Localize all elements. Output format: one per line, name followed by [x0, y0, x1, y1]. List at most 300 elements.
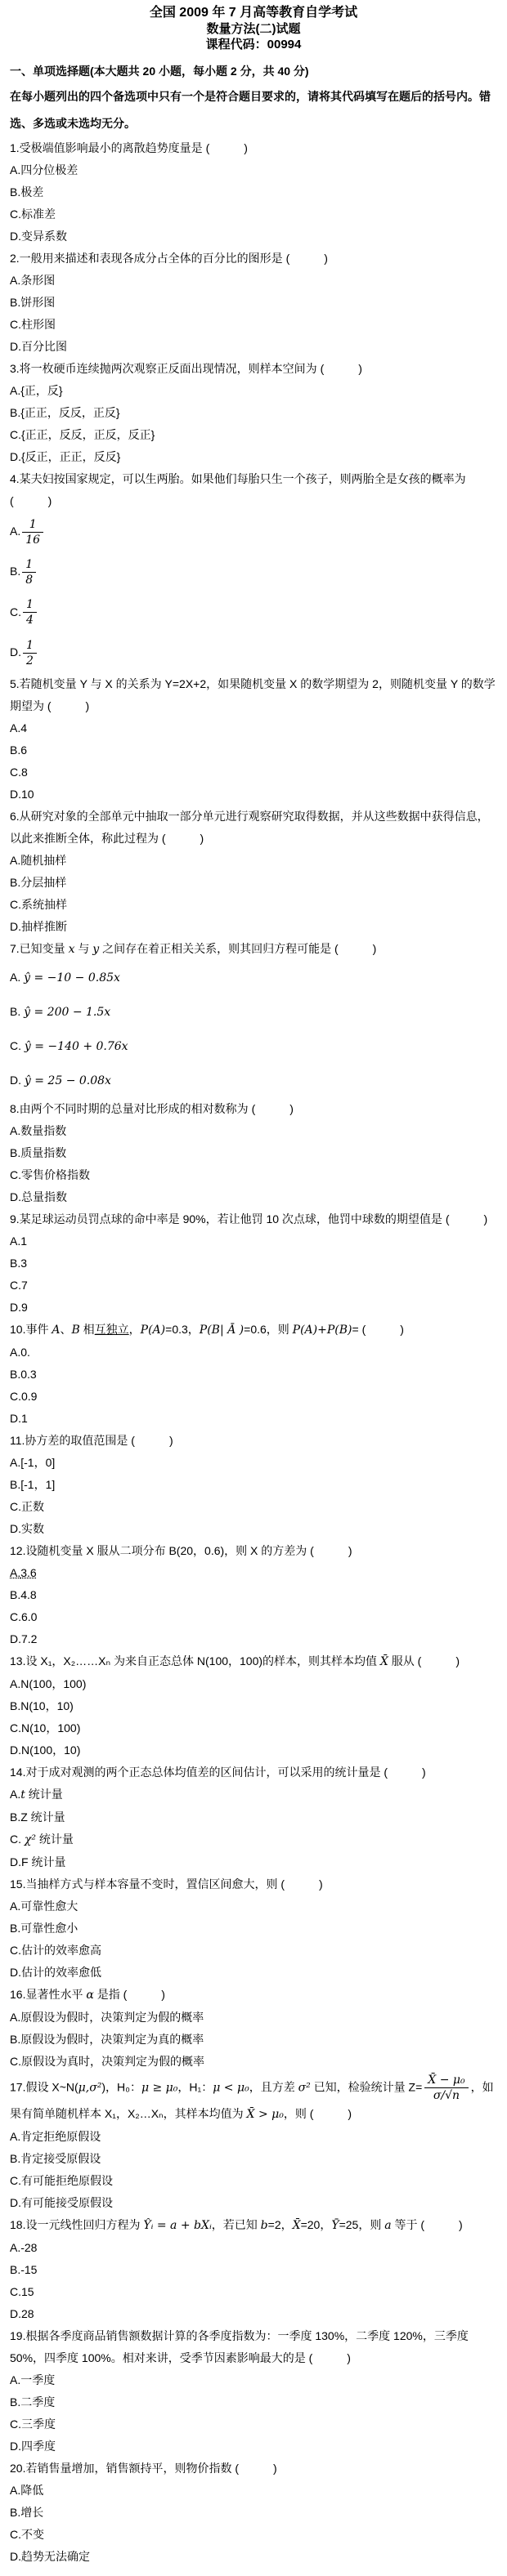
- option-label: A.: [10, 721, 21, 734]
- option-text: N(100，100): [20, 1676, 87, 1690]
- option-content: [10, 1234, 27, 1248]
- option: [10, 1452, 497, 1474]
- option-text: {正正，反反，正反，反正}: [21, 428, 155, 441]
- text-run: 是指 ( ): [93, 1987, 165, 2001]
- text-run: μ,σ²: [78, 2081, 102, 2095]
- option: [10, 1606, 497, 1628]
- option-label: D.: [10, 340, 21, 353]
- option-text: 可靠性愈小: [20, 1921, 79, 1935]
- option-text: 正数: [21, 1499, 44, 1513]
- option: [10, 203, 497, 225]
- text-run: b: [260, 2218, 268, 2232]
- question-5: [10, 673, 497, 806]
- fraction: $\frac{1}{16}$: [22, 518, 43, 547]
- option-text: 原假设为真时，决策判定为假的概率: [21, 2054, 204, 2068]
- option: [10, 2192, 497, 2214]
- option-label: B.: [10, 406, 21, 419]
- option: [10, 1364, 497, 1386]
- option-label: A.: [10, 1565, 21, 1579]
- question-text: [10, 1098, 497, 1120]
- option-content: [10, 2011, 204, 2024]
- text-run: ，如果有简单随机样本 X₁，X₂…Xₙ，其样本均值为: [10, 2080, 494, 2120]
- option: [10, 336, 497, 358]
- text-run: 、: [60, 1322, 72, 1336]
- text-run: t: [20, 1788, 25, 1801]
- option-label: D.: [10, 1521, 21, 1535]
- text-run: 统计量: [25, 1787, 63, 1801]
- option-label: D.: [10, 230, 21, 243]
- option-text: 10: [21, 787, 34, 801]
- text-run: 13.设 X₁，X₂……Xₙ 为来自正态总体 N(100，100)的样本，则其样本均值: [10, 1654, 380, 1667]
- option-text: 三季度: [21, 2417, 56, 2431]
- option-content: [10, 1478, 55, 1491]
- text-run: 4.某夫妇按国家规定，可以生两胎。如果他们每胎只生一个孩子，则两胎全是女孩的概率为 ( ): [10, 472, 466, 507]
- option-label: A.: [10, 2240, 21, 2254]
- text-run: 服从 ( ): [388, 1654, 460, 1667]
- text-run: )，H₀：: [101, 2080, 141, 2094]
- option: [10, 2413, 497, 2435]
- option-content: [10, 598, 38, 627]
- text-run: y: [92, 942, 100, 956]
- option: [10, 1739, 497, 1761]
- option-text: 15: [21, 2284, 34, 2298]
- option-label: C.: [10, 2284, 21, 2298]
- option-label: B.: [10, 2262, 21, 2276]
- question-6: [10, 806, 497, 938]
- option-content: [10, 1900, 78, 1913]
- option-label: C.: [10, 428, 21, 441]
- text-run: X̄ > μ₀: [246, 2107, 284, 2121]
- option-label: C.: [10, 1389, 21, 1403]
- option-content: [10, 208, 56, 221]
- option-label: C.: [10, 1499, 21, 1513]
- option-content: [10, 2373, 55, 2386]
- option: [10, 717, 497, 739]
- option: [10, 1806, 497, 1828]
- question-text: [10, 2214, 497, 2237]
- option-label: C.: [10, 765, 21, 779]
- option-label: A.: [10, 525, 21, 538]
- option: [10, 446, 497, 468]
- option-text: 四分位极差: [20, 163, 79, 176]
- option-text: 0.3: [20, 1367, 37, 1381]
- option: [10, 2007, 497, 2029]
- option-label: B.: [10, 1477, 21, 1491]
- option: [10, 784, 497, 806]
- option-text: 3.6: [20, 1565, 37, 1579]
- option-text: 标准差: [21, 208, 56, 221]
- option: [10, 552, 497, 592]
- option-label: A.: [10, 1787, 21, 1801]
- option-content: [10, 1412, 28, 1425]
- text-run: ，若已知: [211, 2217, 261, 2231]
- option-content: [10, 788, 34, 801]
- option: [10, 225, 497, 248]
- option: [10, 1673, 497, 1695]
- text-run: A: [52, 1323, 61, 1337]
- question-text: [10, 358, 497, 380]
- option-text: 7: [21, 1278, 28, 1292]
- option-content: [10, 2550, 90, 2563]
- option-label: C.: [10, 1943, 21, 1957]
- option-content: [10, 318, 56, 331]
- option-text: 0.9: [21, 1389, 38, 1403]
- option-text: 1: [20, 1234, 28, 1248]
- option: [10, 2435, 497, 2458]
- option-label: D.: [10, 787, 21, 801]
- question-text: [10, 1984, 497, 2007]
- option-label: A.: [10, 274, 21, 287]
- question-16: [10, 1984, 497, 2073]
- text-run: ŷ = −10 − 0.85x: [24, 971, 120, 984]
- option-label: D.: [10, 1300, 21, 1314]
- option-text: N(10，100): [21, 1721, 81, 1734]
- option-content: [10, 2528, 44, 2541]
- option-label: A.: [10, 1676, 21, 1690]
- option-label: A.: [10, 1455, 21, 1469]
- option-content: [10, 1146, 66, 1159]
- option-label: C.: [10, 1609, 21, 1623]
- text-run: 相: [79, 1322, 95, 1336]
- option-text: 可靠性愈大: [20, 1899, 79, 1913]
- option-label: D.: [10, 2195, 21, 2209]
- text-run: X̄: [379, 1654, 388, 1668]
- question-13: [10, 1650, 497, 1761]
- option: [10, 2546, 497, 2568]
- option: [10, 2369, 497, 2391]
- text-run: 12.设随机变量 X 服从二项分布 B(20，0.6)，则 X 的方差为 ( ): [10, 1543, 352, 1557]
- option: [10, 1252, 497, 1275]
- text-run: ，H₁：: [177, 2080, 213, 2094]
- option-text: 二季度: [20, 2395, 56, 2409]
- text-run: ŷ = 200 − 1.5x: [24, 1005, 111, 1019]
- option: [10, 995, 497, 1029]
- option-label: B.: [10, 1004, 25, 1018]
- option: [10, 961, 497, 995]
- option-label: A.: [10, 1234, 21, 1248]
- option-label: B.: [10, 1145, 21, 1159]
- text-run: =2，: [267, 2217, 293, 2231]
- option-content: [10, 2484, 43, 2497]
- option-content: [10, 406, 120, 419]
- option: [10, 592, 497, 632]
- option: [10, 1064, 497, 1098]
- option-content: [10, 1368, 37, 1381]
- option-content: [10, 2196, 113, 2209]
- option-text: N(100，10): [21, 1743, 81, 1757]
- option: [10, 1029, 497, 1064]
- course-code: 课程代码：00994: [205, 38, 302, 51]
- option: [10, 739, 497, 761]
- option-text: 随机抽样: [20, 853, 67, 867]
- option: [10, 2170, 497, 2192]
- option: [10, 1895, 497, 1917]
- question-text: [10, 1873, 497, 1895]
- option-content: [10, 1301, 28, 1314]
- option-content: [10, 1456, 55, 1469]
- option: [10, 1562, 497, 1584]
- option-content: [10, 2152, 101, 2165]
- question-text: [10, 137, 497, 159]
- question-text: [10, 1319, 497, 1342]
- option-label: A.: [10, 2373, 21, 2386]
- text-run: =20，: [300, 2217, 332, 2231]
- option-text: 8: [21, 765, 28, 779]
- option-text: 柱形图: [21, 318, 56, 331]
- option: [10, 2502, 497, 2524]
- option-content: [10, 2440, 56, 2453]
- section-instructions: 在每小题列出的四个备选项中只有一个是符合题目要求的，请将其代码填写在题后的括号内。错选、多选或未选均无分。: [10, 90, 491, 130]
- option-content: [10, 384, 63, 397]
- option: [10, 1230, 497, 1252]
- text-run: ŷ = −140 + 0.76x: [24, 1039, 128, 1053]
- section-title: 一、单项选择题(本大题共 20 小题，每小题 2 分，共 40 分): [10, 65, 309, 78]
- option-label: D.: [10, 2549, 21, 2563]
- option-content: [10, 1743, 80, 1757]
- option: [10, 1342, 497, 1364]
- option-label: A.: [10, 1899, 21, 1913]
- option-label: C.: [10, 897, 21, 911]
- option: [10, 292, 497, 314]
- option: [10, 633, 497, 673]
- option-label: B.: [10, 2505, 21, 2519]
- question-list: [10, 137, 497, 2568]
- text-run: 等于 ( ): [391, 2217, 463, 2231]
- option-label: A.: [10, 853, 21, 867]
- option-label: C.: [10, 1832, 25, 1846]
- option-content: [10, 2395, 55, 2409]
- option-text: 一季度: [20, 2373, 56, 2386]
- option-label: C.: [10, 2173, 21, 2187]
- text-run: 11.协方差的取值范围是 ( ): [10, 1433, 173, 1447]
- text-run: 5.若随机变量 Y 与 X 的关系为 Y=2X+2，如果随机变量 X 的数学期望为 2，则随机变量 Y 的数学期望为 ( ): [10, 676, 496, 712]
- option: [10, 2051, 497, 2073]
- option-label: D.: [10, 450, 21, 463]
- option-content: [10, 2033, 204, 2046]
- option-content: [10, 1522, 44, 1535]
- option-text: 有可能拒绝原假设: [21, 2173, 113, 2187]
- text-run: 2.一般用来描述和表现各成分占全体的百分比的图形是 ( ): [10, 252, 328, 265]
- option-label: C.: [10, 2417, 21, 2431]
- option: [10, 159, 497, 181]
- option-label: A.: [10, 2129, 21, 2143]
- option: [10, 2237, 497, 2259]
- option-label: D.: [10, 919, 21, 933]
- text-run: χ²: [24, 1833, 36, 1846]
- option-label: B.: [10, 296, 21, 309]
- option-content: [10, 1855, 65, 1868]
- option-text: 饼形图: [20, 296, 56, 309]
- question-7: [10, 938, 497, 1098]
- option-label: A.: [10, 384, 21, 397]
- option-content: [10, 1966, 101, 1979]
- option: [10, 270, 497, 292]
- option-label: A.: [10, 163, 21, 176]
- question-8: [10, 1098, 497, 1208]
- text-run: 6.从研究对象的全部单元中抽取一部分单元进行观察研究取得数据，并从这些数据中获得信息，以此来推断全体，称此过程为 ( ): [10, 809, 489, 845]
- option-content: [10, 1833, 74, 1846]
- option-content: [10, 1005, 110, 1018]
- question-text: [10, 2458, 497, 2480]
- option-content: [10, 876, 66, 889]
- text-run: 10.事件: [10, 1322, 52, 1336]
- option-text: -15: [20, 2262, 38, 2276]
- question-2: [10, 248, 497, 358]
- question-9: [10, 1208, 497, 1319]
- text-run: = ( ): [352, 1322, 404, 1336]
- text-run: Z 统计量: [20, 1810, 65, 1824]
- question-14: [10, 1761, 497, 1873]
- option-content: [10, 1788, 63, 1801]
- question-18: [10, 2214, 497, 2325]
- option: [10, 402, 497, 424]
- question-text: [10, 1761, 497, 1784]
- text-run: ŷ = 25 − 0.08x: [24, 1074, 111, 1087]
- option-text: 实数: [21, 1521, 44, 1535]
- option: [10, 1275, 497, 1297]
- option-label: B.: [10, 743, 21, 757]
- option-content: [10, 920, 67, 933]
- fraction: $\frac{1}{8}$: [22, 558, 36, 587]
- fraction: $\frac{1}{2}$: [23, 639, 37, 667]
- option-content: [10, 296, 55, 309]
- option: [10, 1186, 497, 1208]
- option-label: A.: [10, 2483, 21, 2497]
- option-content: [10, 898, 67, 911]
- question-11: [10, 1430, 497, 1540]
- option: [10, 1717, 497, 1739]
- option-text: 估计的效率愈高: [21, 1943, 101, 1957]
- text-run: 统计量: [36, 1832, 74, 1846]
- option-label: D.: [10, 1411, 21, 1425]
- text-run: F 统计量: [21, 1855, 66, 1868]
- option: [10, 1851, 497, 1873]
- option-text: 抽样推断: [21, 919, 67, 933]
- option-content: [10, 1632, 37, 1645]
- option-content: [10, 1346, 30, 1359]
- option-content: [10, 1721, 80, 1734]
- option: [10, 1164, 497, 1186]
- option-content: [10, 638, 38, 667]
- question-text: [10, 1430, 497, 1452]
- exam-title: 全国 2009 年 7 月高等教育自学考试: [149, 6, 358, 20]
- option-label: C.: [10, 318, 21, 331]
- option-content: [10, 743, 27, 757]
- question-text: [10, 2325, 497, 2369]
- option: [10, 1828, 497, 1851]
- option-label: C.: [10, 208, 21, 221]
- option-content: [10, 1074, 111, 1087]
- text-run: a: [384, 2218, 392, 2232]
- text-run: X̄: [292, 2218, 301, 2232]
- option: [10, 1496, 497, 1518]
- option: [10, 1962, 497, 1984]
- text-run: 20.若销售量增加，销售额持平，则物价指数 ( ): [10, 2461, 277, 2475]
- option-label: B.: [10, 565, 21, 578]
- option-content: [10, 1922, 78, 1935]
- text-run: P(A): [140, 1323, 166, 1337]
- question-text: [10, 2073, 497, 2126]
- option: [10, 181, 497, 203]
- option-text: 零售价格指数: [21, 1167, 90, 1181]
- text-run: σ²: [298, 2081, 311, 2095]
- fraction: $\frac{\text{X̄ − μ₀}}{\sigma/√n}$: [424, 2074, 468, 2102]
- option: [10, 872, 497, 894]
- option: [10, 2281, 497, 2303]
- option-label: B.: [10, 1921, 21, 1935]
- option-content: [10, 1168, 90, 1181]
- option: [10, 2029, 497, 2051]
- question-text: [10, 938, 497, 961]
- option-label: A.: [10, 2010, 21, 2024]
- text-run: 18.设一元线性回归方程为: [10, 2217, 144, 2231]
- option-text: 28: [21, 2306, 34, 2320]
- option-label: B.: [10, 2032, 21, 2046]
- option: [10, 1386, 497, 1408]
- option-content: [10, 766, 28, 779]
- option: [10, 2391, 497, 2413]
- option-content: [10, 1944, 101, 1957]
- option-content: [10, 450, 120, 463]
- text-run: =0.6，则: [244, 1322, 293, 1336]
- text-run: μ < μ₀: [213, 2081, 249, 2095]
- option-text: 系统抽样: [21, 897, 67, 911]
- option-label: A.: [10, 1123, 21, 1137]
- option-text: N(10，10): [20, 1699, 74, 1712]
- option-content: [10, 1566, 37, 1579]
- option-content: [10, 1699, 74, 1712]
- option-content: [10, 163, 78, 176]
- option-content: [10, 2174, 113, 2187]
- option-text: 数量指数: [20, 1123, 67, 1137]
- text-run: 16.显著性水平: [10, 1987, 87, 2001]
- option-text: {反正，正正，反反}: [21, 450, 121, 463]
- option-label: B.: [10, 1256, 21, 1270]
- text-run: ，: [128, 1322, 141, 1336]
- option-content: [10, 1677, 86, 1690]
- question-text: [10, 468, 497, 512]
- option-text: 6.0: [21, 1609, 38, 1623]
- text-run: Ȳ: [331, 2218, 339, 2232]
- option: [10, 1917, 497, 1940]
- option: [10, 380, 497, 402]
- option-content: [10, 1039, 128, 1052]
- option-label: D.: [10, 1743, 21, 1757]
- text-run: 3.将一枚硬币连续抛两次观察正反面出现情况，则样本空间为 ( ): [10, 362, 362, 375]
- option-text: 1: [21, 1411, 28, 1425]
- option-label: D.: [10, 645, 21, 659]
- question-text: [10, 673, 497, 717]
- option-label: A.: [10, 970, 25, 984]
- option-text: [-1，1]: [20, 1477, 56, 1491]
- question-1: [10, 137, 497, 248]
- option-text: -28: [20, 2240, 38, 2254]
- option-label: B.: [10, 1699, 21, 1712]
- question-text: [10, 1540, 497, 1562]
- option: [10, 314, 497, 336]
- option-label: D.: [10, 1855, 21, 1868]
- option-text: [-1，0]: [20, 1455, 56, 1469]
- option-content: [10, 1810, 65, 1824]
- option-content: [10, 558, 38, 587]
- option: [10, 1297, 497, 1319]
- text-run: α: [86, 1988, 94, 2002]
- option-label: B.: [10, 1587, 21, 1601]
- question-15: [10, 1873, 497, 1984]
- text-run: 7.已知变量: [10, 941, 69, 955]
- option-text: 有可能接受原假设: [21, 2195, 113, 2209]
- text-run: P(B| Ā ): [199, 1323, 245, 1337]
